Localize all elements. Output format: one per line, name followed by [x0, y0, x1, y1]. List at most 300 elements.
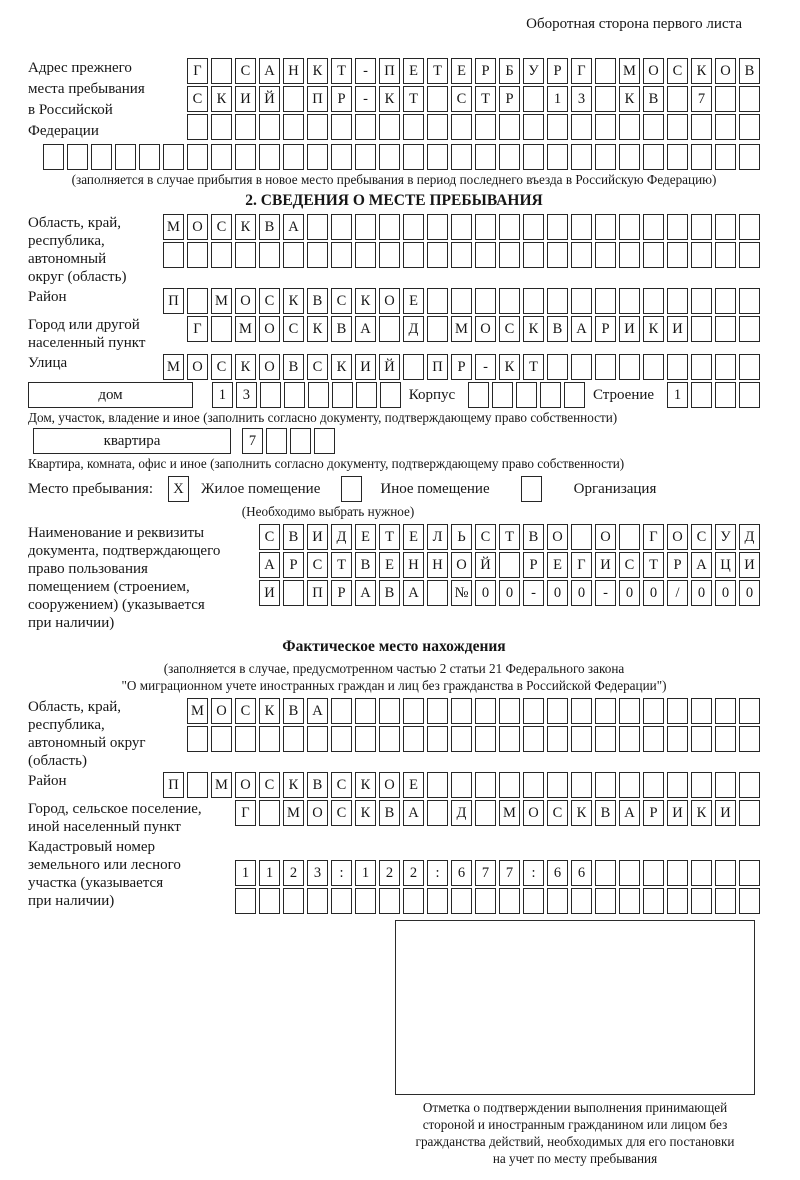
gorod-row[interactable] — [184, 316, 760, 342]
char-box[interactable] — [595, 354, 616, 380]
char-box[interactable]: - — [523, 580, 544, 606]
char-box[interactable]: М — [211, 772, 232, 798]
char-box[interactable] — [235, 242, 256, 268]
char-box[interactable]: Е — [355, 524, 376, 550]
char-box[interactable] — [427, 86, 448, 112]
char-box[interactable]: С — [331, 288, 352, 314]
char-box[interactable] — [283, 888, 304, 914]
char-box[interactable] — [595, 144, 616, 170]
korpus-boxes[interactable] — [465, 382, 585, 408]
char-box[interactable]: С — [259, 524, 280, 550]
char-box[interactable] — [475, 144, 496, 170]
char-box[interactable]: Г — [235, 800, 256, 826]
char-box[interactable] — [259, 726, 280, 752]
char-box[interactable] — [427, 800, 448, 826]
char-box[interactable]: Р — [667, 552, 688, 578]
char-box[interactable]: П — [163, 288, 184, 314]
char-box[interactable] — [739, 726, 760, 752]
char-box[interactable] — [643, 114, 664, 140]
char-box[interactable] — [163, 144, 184, 170]
char-box[interactable]: М — [451, 316, 472, 342]
char-box[interactable] — [283, 726, 304, 752]
char-box[interactable] — [499, 242, 520, 268]
char-box[interactable]: Р — [643, 800, 664, 826]
char-box[interactable] — [235, 888, 256, 914]
char-box[interactable] — [619, 726, 640, 752]
char-box[interactable]: Р — [547, 58, 568, 84]
char-box[interactable] — [739, 316, 760, 342]
char-box[interactable] — [451, 698, 472, 724]
char-box[interactable] — [427, 580, 448, 606]
char-box[interactable]: У — [523, 58, 544, 84]
char-box[interactable] — [619, 860, 640, 886]
char-box[interactable] — [667, 888, 688, 914]
char-box[interactable]: С — [259, 288, 280, 314]
char-box[interactable] — [739, 888, 760, 914]
char-box[interactable] — [523, 726, 544, 752]
char-box[interactable] — [523, 114, 544, 140]
char-box[interactable] — [619, 772, 640, 798]
char-box[interactable]: М — [211, 288, 232, 314]
char-box[interactable] — [523, 242, 544, 268]
char-box[interactable] — [595, 698, 616, 724]
kadastr-row-2[interactable] — [232, 888, 760, 914]
char-box[interactable] — [307, 726, 328, 752]
char-box[interactable] — [139, 144, 160, 170]
dom-number-boxes[interactable] — [209, 382, 401, 408]
char-box[interactable]: - — [355, 58, 376, 84]
char-box[interactable]: Ь — [451, 524, 472, 550]
char-box[interactable]: Г — [187, 58, 208, 84]
char-box[interactable] — [619, 288, 640, 314]
char-box[interactable]: - — [595, 580, 616, 606]
char-box[interactable] — [715, 288, 736, 314]
char-box[interactable] — [499, 114, 520, 140]
char-box[interactable]: К — [643, 316, 664, 342]
char-box[interactable] — [283, 86, 304, 112]
char-box[interactable]: У — [715, 524, 736, 550]
char-box[interactable]: 0 — [619, 580, 640, 606]
char-box[interactable]: О — [547, 524, 568, 550]
char-box[interactable]: Т — [427, 58, 448, 84]
char-box[interactable] — [516, 382, 537, 408]
char-box[interactable]: В — [331, 316, 352, 342]
char-box[interactable] — [595, 888, 616, 914]
char-box[interactable] — [427, 698, 448, 724]
document-row-2[interactable] — [256, 552, 760, 578]
char-box[interactable] — [187, 772, 208, 798]
char-box[interactable]: 1 — [547, 86, 568, 112]
char-box[interactable] — [715, 382, 736, 408]
char-box[interactable] — [739, 242, 760, 268]
char-box[interactable] — [332, 382, 353, 408]
char-box[interactable] — [667, 114, 688, 140]
char-box[interactable] — [715, 888, 736, 914]
char-box[interactable] — [427, 214, 448, 240]
char-box[interactable] — [499, 288, 520, 314]
char-box[interactable]: С — [451, 86, 472, 112]
char-box[interactable]: : — [427, 860, 448, 886]
rayon-row[interactable] — [160, 288, 760, 314]
char-box[interactable] — [379, 698, 400, 724]
char-box[interactable] — [547, 354, 568, 380]
kadastr-row-1[interactable] — [232, 860, 760, 886]
char-box[interactable] — [499, 214, 520, 240]
char-box[interactable] — [715, 114, 736, 140]
char-box[interactable] — [260, 382, 281, 408]
char-box[interactable]: В — [283, 354, 304, 380]
char-box[interactable] — [115, 144, 136, 170]
char-box[interactable] — [475, 888, 496, 914]
char-box[interactable]: С — [307, 354, 328, 380]
char-box[interactable] — [691, 114, 712, 140]
char-box[interactable]: С — [307, 552, 328, 578]
char-box[interactable]: М — [499, 800, 520, 826]
char-box[interactable] — [187, 242, 208, 268]
char-box[interactable]: 2 — [403, 860, 424, 886]
char-box[interactable] — [619, 888, 640, 914]
char-box[interactable]: А — [259, 58, 280, 84]
char-box[interactable] — [547, 888, 568, 914]
char-box[interactable]: О — [187, 354, 208, 380]
document-row-1[interactable] — [256, 524, 760, 550]
char-box[interactable]: 2 — [283, 860, 304, 886]
char-box[interactable]: И — [667, 800, 688, 826]
char-box[interactable] — [499, 144, 520, 170]
char-box[interactable] — [451, 288, 472, 314]
char-box[interactable] — [499, 698, 520, 724]
char-box[interactable] — [739, 354, 760, 380]
char-box[interactable] — [403, 214, 424, 240]
char-box[interactable]: Р — [523, 552, 544, 578]
char-box[interactable] — [523, 288, 544, 314]
char-box[interactable] — [451, 114, 472, 140]
char-box[interactable] — [715, 214, 736, 240]
char-box[interactable]: В — [379, 800, 400, 826]
char-box[interactable]: Р — [331, 580, 352, 606]
char-box[interactable]: Т — [331, 58, 352, 84]
char-box[interactable]: С — [619, 552, 640, 578]
char-box[interactable] — [643, 354, 664, 380]
char-box[interactable]: Д — [739, 524, 760, 550]
char-box[interactable]: 1 — [259, 860, 280, 886]
char-box[interactable]: К — [571, 800, 592, 826]
char-box[interactable]: О — [379, 288, 400, 314]
char-box[interactable]: О — [379, 772, 400, 798]
char-box[interactable] — [715, 316, 736, 342]
char-box[interactable] — [547, 114, 568, 140]
char-box[interactable]: Л — [427, 524, 448, 550]
char-box[interactable]: К — [211, 86, 232, 112]
char-box[interactable]: С — [235, 698, 256, 724]
char-box[interactable] — [667, 288, 688, 314]
char-box[interactable]: К — [307, 316, 328, 342]
char-box[interactable] — [427, 316, 448, 342]
char-box[interactable] — [403, 354, 424, 380]
char-box[interactable]: О — [667, 524, 688, 550]
char-box[interactable] — [307, 242, 328, 268]
kvartira-number-boxes[interactable] — [239, 428, 335, 454]
char-box[interactable] — [283, 242, 304, 268]
char-box[interactable] — [643, 144, 664, 170]
char-box[interactable] — [427, 726, 448, 752]
char-box[interactable]: В — [283, 698, 304, 724]
char-box[interactable] — [571, 288, 592, 314]
fact-oblast-row-1[interactable] — [184, 698, 760, 724]
char-box[interactable]: Г — [571, 552, 592, 578]
char-box[interactable] — [547, 772, 568, 798]
char-box[interactable]: 6 — [451, 860, 472, 886]
char-box[interactable]: А — [403, 800, 424, 826]
char-box[interactable] — [739, 214, 760, 240]
char-box[interactable] — [715, 86, 736, 112]
char-box[interactable]: А — [619, 800, 640, 826]
char-box[interactable]: 0 — [643, 580, 664, 606]
char-box[interactable]: Р — [595, 316, 616, 342]
char-box[interactable]: Д — [331, 524, 352, 550]
char-box[interactable] — [475, 288, 496, 314]
char-box[interactable] — [643, 288, 664, 314]
char-box[interactable]: С — [331, 772, 352, 798]
char-box[interactable]: Д — [403, 316, 424, 342]
ulitsa-row[interactable] — [160, 354, 760, 380]
char-box[interactable]: П — [379, 58, 400, 84]
char-box[interactable] — [43, 144, 64, 170]
char-box[interactable] — [571, 354, 592, 380]
char-box[interactable] — [403, 888, 424, 914]
kvartira-type-box[interactable]: квартира — [33, 428, 231, 454]
char-box[interactable] — [331, 698, 352, 724]
char-box[interactable] — [283, 144, 304, 170]
char-box[interactable] — [307, 214, 328, 240]
char-box[interactable] — [619, 242, 640, 268]
char-box[interactable] — [475, 772, 496, 798]
char-box[interactable]: В — [259, 214, 280, 240]
char-box[interactable]: 1 — [212, 382, 233, 408]
char-box[interactable] — [595, 860, 616, 886]
char-box[interactable] — [235, 726, 256, 752]
char-box[interactable] — [595, 86, 616, 112]
char-box[interactable] — [571, 726, 592, 752]
char-box[interactable] — [691, 726, 712, 752]
char-box[interactable] — [595, 772, 616, 798]
char-box[interactable] — [739, 114, 760, 140]
char-box[interactable] — [380, 382, 401, 408]
inoe-checkbox[interactable] — [338, 476, 362, 502]
char-box[interactable]: Й — [379, 354, 400, 380]
char-box[interactable]: О — [235, 288, 256, 314]
char-box[interactable] — [619, 114, 640, 140]
char-box[interactable]: Д — [451, 800, 472, 826]
char-box[interactable]: 3 — [571, 86, 592, 112]
char-box[interactable]: К — [523, 316, 544, 342]
char-box[interactable] — [403, 726, 424, 752]
char-box[interactable] — [571, 698, 592, 724]
char-box[interactable]: А — [571, 316, 592, 342]
char-box[interactable]: П — [307, 86, 328, 112]
char-box[interactable] — [355, 888, 376, 914]
prev-address-row-3[interactable] — [184, 114, 760, 140]
char-box[interactable] — [187, 288, 208, 314]
char-box[interactable]: О — [235, 772, 256, 798]
char-box[interactable] — [523, 214, 544, 240]
char-box[interactable]: А — [355, 580, 376, 606]
char-box[interactable] — [468, 382, 489, 408]
char-box[interactable]: О — [595, 524, 616, 550]
char-box[interactable] — [259, 242, 280, 268]
char-box[interactable]: И — [307, 524, 328, 550]
char-box[interactable]: 1 — [235, 860, 256, 886]
char-box[interactable]: О — [715, 58, 736, 84]
char-box[interactable] — [691, 772, 712, 798]
char-box[interactable] — [331, 144, 352, 170]
oblast-row-2[interactable] — [160, 242, 760, 268]
char-box[interactable] — [667, 698, 688, 724]
prev-address-row-1[interactable] — [184, 58, 760, 84]
char-box[interactable]: С — [547, 800, 568, 826]
char-box[interactable] — [715, 772, 736, 798]
char-box[interactable] — [235, 114, 256, 140]
char-box[interactable] — [691, 382, 712, 408]
char-box[interactable] — [667, 144, 688, 170]
char-box[interactable] — [187, 114, 208, 140]
char-box[interactable]: Е — [451, 58, 472, 84]
char-box[interactable] — [523, 86, 544, 112]
char-box[interactable] — [619, 698, 640, 724]
char-box[interactable] — [355, 698, 376, 724]
char-box[interactable]: В — [283, 524, 304, 550]
char-box[interactable]: 3 — [307, 860, 328, 886]
char-box[interactable] — [691, 214, 712, 240]
char-box[interactable] — [403, 242, 424, 268]
char-box[interactable]: М — [619, 58, 640, 84]
char-box[interactable] — [379, 144, 400, 170]
char-box[interactable] — [211, 316, 232, 342]
char-box[interactable]: И — [739, 552, 760, 578]
char-box[interactable]: И — [667, 316, 688, 342]
char-box[interactable]: Т — [643, 552, 664, 578]
char-box[interactable] — [331, 888, 352, 914]
char-box[interactable] — [451, 144, 472, 170]
char-box[interactable]: Т — [403, 86, 424, 112]
char-box[interactable]: М — [163, 214, 184, 240]
char-box[interactable]: Н — [403, 552, 424, 578]
char-box[interactable]: Е — [403, 58, 424, 84]
char-box[interactable] — [403, 698, 424, 724]
char-box[interactable] — [283, 114, 304, 140]
char-box[interactable] — [715, 860, 736, 886]
char-box[interactable] — [307, 114, 328, 140]
char-box[interactable] — [451, 772, 472, 798]
char-box[interactable]: И — [355, 354, 376, 380]
char-box[interactable]: / — [667, 580, 688, 606]
char-box[interactable]: Р — [331, 86, 352, 112]
char-box[interactable]: - — [475, 354, 496, 380]
char-box[interactable]: Е — [379, 552, 400, 578]
char-box[interactable] — [403, 144, 424, 170]
char-box[interactable]: Е — [403, 524, 424, 550]
char-box[interactable] — [523, 144, 544, 170]
char-box[interactable]: Т — [499, 524, 520, 550]
char-box[interactable] — [739, 860, 760, 886]
char-box[interactable]: И — [595, 552, 616, 578]
char-box[interactable] — [691, 144, 712, 170]
char-box[interactable] — [211, 144, 232, 170]
char-box[interactable]: Н — [427, 552, 448, 578]
char-box[interactable] — [379, 726, 400, 752]
char-box[interactable] — [643, 772, 664, 798]
char-box[interactable] — [547, 144, 568, 170]
char-box[interactable]: К — [307, 58, 328, 84]
char-box[interactable]: Т — [523, 354, 544, 380]
stroenie-boxes[interactable] — [664, 382, 760, 408]
char-box[interactable]: Р — [451, 354, 472, 380]
char-box[interactable]: Р — [283, 552, 304, 578]
char-box[interactable] — [475, 698, 496, 724]
char-box[interactable] — [667, 214, 688, 240]
char-box[interactable]: В — [379, 580, 400, 606]
char-box[interactable] — [715, 726, 736, 752]
char-box[interactable] — [427, 242, 448, 268]
char-box[interactable] — [187, 726, 208, 752]
char-box[interactable]: С — [211, 354, 232, 380]
char-box[interactable]: 0 — [739, 580, 760, 606]
char-box[interactable]: 7 — [475, 860, 496, 886]
char-box[interactable]: К — [235, 354, 256, 380]
char-box[interactable]: В — [595, 800, 616, 826]
char-box[interactable]: Е — [403, 288, 424, 314]
oblast-row-1[interactable] — [160, 214, 760, 240]
char-box[interactable]: 1 — [355, 860, 376, 886]
char-box[interactable]: Т — [475, 86, 496, 112]
char-box[interactable] — [211, 726, 232, 752]
char-box[interactable]: М — [235, 316, 256, 342]
char-box[interactable]: : — [331, 860, 352, 886]
char-box[interactable] — [595, 242, 616, 268]
char-box[interactable] — [691, 288, 712, 314]
char-box[interactable]: В — [547, 316, 568, 342]
char-box[interactable] — [595, 726, 616, 752]
char-box[interactable]: П — [307, 580, 328, 606]
char-box[interactable]: С — [667, 58, 688, 84]
document-row-3[interactable] — [256, 580, 760, 606]
char-box[interactable]: М — [187, 698, 208, 724]
char-box[interactable]: Й — [259, 86, 280, 112]
char-box[interactable] — [163, 242, 184, 268]
char-box[interactable] — [523, 888, 544, 914]
char-box[interactable]: О — [475, 316, 496, 342]
char-box[interactable] — [475, 242, 496, 268]
char-box[interactable] — [475, 800, 496, 826]
char-box[interactable] — [643, 698, 664, 724]
char-box[interactable] — [739, 698, 760, 724]
char-box[interactable] — [355, 214, 376, 240]
char-box[interactable]: Е — [403, 772, 424, 798]
char-box[interactable]: С — [475, 524, 496, 550]
char-box[interactable] — [284, 382, 305, 408]
char-box[interactable] — [667, 772, 688, 798]
char-box[interactable]: С — [235, 58, 256, 84]
char-box[interactable]: 7 — [499, 860, 520, 886]
char-box[interactable] — [499, 552, 520, 578]
char-box[interactable] — [643, 860, 664, 886]
char-box[interactable]: И — [259, 580, 280, 606]
char-box[interactable] — [564, 382, 585, 408]
char-box[interactable] — [691, 698, 712, 724]
char-box[interactable] — [403, 114, 424, 140]
char-box[interactable] — [643, 888, 664, 914]
char-box[interactable] — [739, 772, 760, 798]
